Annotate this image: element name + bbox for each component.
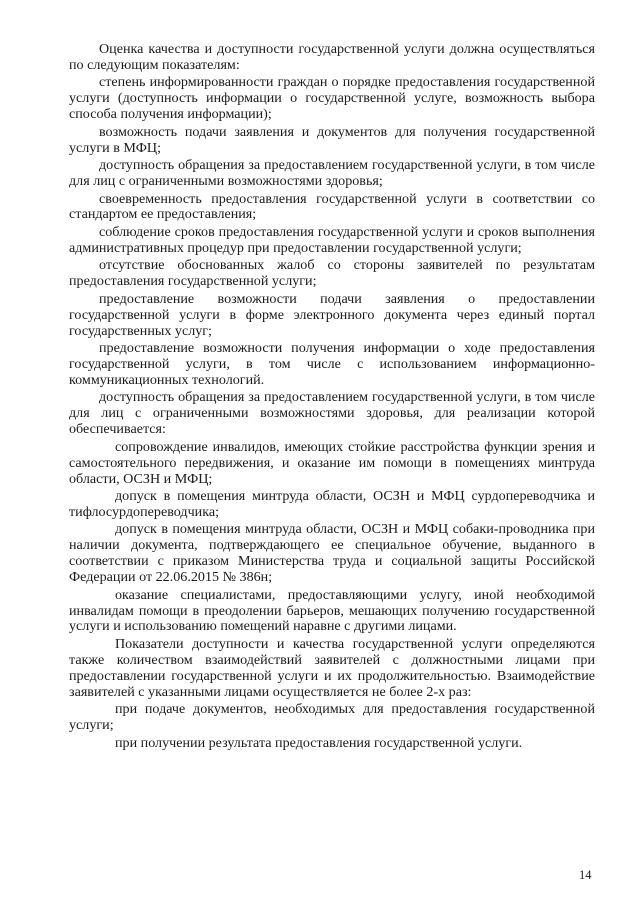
document-body <box>69 42 595 753</box>
paragraph-14: оказание специалистами, предоставляющими услугу, иной необходимой инвалидам помощи в преодолении барьеров, мешающих получению государственной услуги и использованию помещений наравне с другими лицами. <box>69 586 595 635</box>
paragraph-9: предоставление возможности получения информации о ходе предоставления государственной услуги, в том числе с использованием информационно-коммуникационных технологий. <box>69 340 595 388</box>
paragraph-17: при получении результата предоставления государственной услуги. <box>115 734 523 751</box>
paragraph-11: сопровождение инвалидов, имеющих стойкие расстройства функции зрения и самостоятельного передвижения, и оказание им помощи в помещениях минтруда области, ОСЗН и МФЦ; <box>69 438 595 487</box>
paragraph-3: возможность подачи заявления и документов для получения государственной услуги в МФЦ; <box>69 123 595 156</box>
page-number: 14 <box>579 868 592 882</box>
paragraph-15: Показатели доступности и качества государственной услуги определяются также количеством взаимодействий заявителей с должностными лицами при предоставлении государственной услуги и их продолжительностью. Взаимодействие заявителей с указанными лицами осуществляется не более 2-х раз: <box>69 635 595 700</box>
paragraph-4: доступность обращения за предоставлением государственной услуги, в том числе для лиц с ограниченными возможностями здоровья; <box>69 157 595 190</box>
paragraph-5: своевременность предоставления государственной услуги в соответствии со стандартом ее предоставления; <box>69 190 595 223</box>
paragraph-10: доступность обращения за предоставлением государственной услуги, в том числе для лиц с ограниченными возможностями здоровья, для реализации которой обеспечивается: <box>69 389 595 438</box>
paragraph-1: Оценка качества и доступности государственной услуги должна осуществляться по следующим показателям: <box>69 41 595 73</box>
paragraph-2: степень информированности граждан о порядке предоставления государственной услуги (доступность информации о государственной услуге, возможность выбора способа получения информации); <box>69 74 595 123</box>
paragraph-13: допуск в помещения минтруда области, ОСЗН и МФЦ собаки-проводника при наличии документа, подтверждающего ее специальное обучение, выданного в соответствии с приказом Министерства труда и социальной защиты Российской Федерации от 22.06.2015 № 386н; <box>69 521 595 586</box>
paragraph-8: предоставление возможности подачи заявления о предоставлении государственной услуги в форме электронного документа через единый портал государственных услуг; <box>69 290 595 339</box>
paragraph-6: соблюдение сроков предоставления государственной услуги и сроков выполнения административных процедур при предоставлении государственной услуги; <box>69 223 595 256</box>
paragraph-7: отсутствие обоснованных жалоб со стороны заявителей по результатам предоставления государственной услуги; <box>69 257 595 290</box>
paragraph-12: допуск в помещения минтруда области, ОСЗН и МФЦ сурдопереводчика и тифлосурдопереводчика; <box>69 488 595 520</box>
paragraph-16: при подаче документов, необходимых для предоставления государственной услуги; <box>69 701 595 734</box>
